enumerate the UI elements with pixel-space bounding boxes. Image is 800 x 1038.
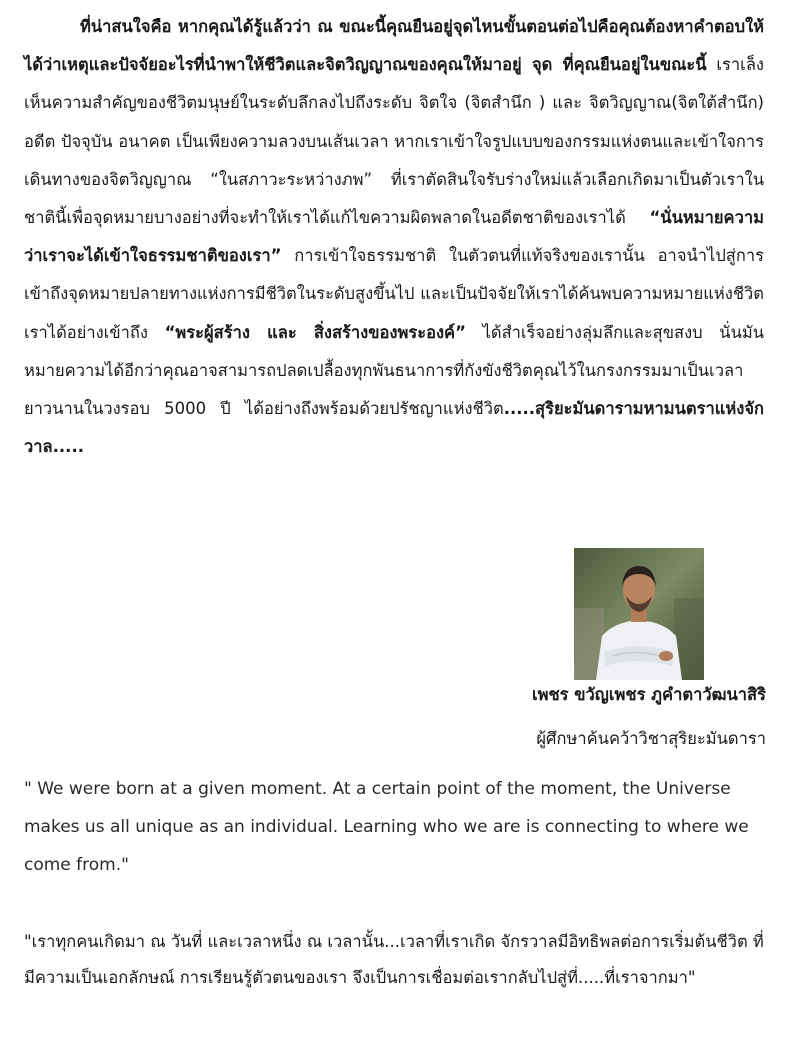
- thai-quote: "เราทุกคนเกิดมา ณ วันที่ และเวลาหนึ่ง ณ เวลานั้น...เวลาที่เราเกิด จักรวาลมีอิทธิพลต่อการเริ่มต้นชีวิต ที่มีความเป็นเอกลักษณ์ การเรียนรู้ตัวตนของเรา จึงเป็นการเชื่อมต่อเรากลับไปสู่ที่.....ที่เราจากมา": [24, 932, 764, 987]
- author-role: ผู้ศึกษาค้นคว้าวิชาสุริยะมันดารา: [536, 729, 766, 748]
- bold-highlight-nature: “นั่นหมายความว่าเราจะได้เข้าใจธรรมชาติของเรา”: [24, 208, 764, 266]
- author-photo-illustration: [574, 548, 704, 680]
- bold-closing-mantra: .....สุริยะมันดารามหามนตราแห่งจักวาล.....: [24, 399, 764, 457]
- body-text: การเข้าใจธรรมชาติ ในตัวตนที่แท้จริงของเรานั้น อาจนำไปสู่การเข้าถึงจุดหมายปลายทางแห่งการมีชีวิตในระดับสูงขึ้นไป และเป็นปัจจัยให้เราได้ค้นพบความหมายแห่งชีวิตเราได้อย่างเข้าถึง: [24, 246, 764, 342]
- article-paragraph: [24, 8, 764, 466]
- english-quote: " We were born at a given moment. At a certain point of the moment, the Universe makes us all unique as an individual. Learning who we are is connecting to where we come from.": [24, 779, 749, 875]
- bold-intro-text: ที่น่าสนใจคือ หากคุณได้รู้แล้วว่า ณ ขณะนี้คุณยืนอยู่จุดไหนขั้นตอนต่อไปคือคุณต้องหาคำตอบให้ได้ว่าเหตุและปัจจัยอะไรที่นำพาให้ชีวิตและจิตวิญญาณของคุณให้มาอยู่ จุด ที่คุณยืนอยู่ในขณะนี้: [24, 17, 764, 75]
- body-text: ได้สำเร็จอย่างลุ่มลึกและสุขสงบ นั่นมันหมายความได้อีกว่าคุณอาจสามารถปลดเปลื้องทุกพันธนาการที่กังขังชีวิตคุณไว้ในกรงกรรมมาเป็นเวลายาวนานในวงรอบ 5000 ปี ได้อย่างถึงพร้อมด้วยปรัชญาแห่งชีวิต: [24, 322, 764, 419]
- author-portrait-photo: [574, 548, 704, 680]
- bold-highlight-creator: “พระผู้สร้าง และ สิ่งสร้างของพระองค์”: [164, 322, 466, 342]
- body-text: เราเล็งเห็นความสำคัญของชีวิตมนุษย์ในระดับลึกลงไปถึงระดับ จิตใจ (จิตสำนึก ) และ จิตวิญญาณ(จิตใต้สำนึก) อดีต ปัจจุบัน อนาคต เป็นเพียงความลวงบนเส้นเวลา หากเราเข้าใจรูปแบบของกรรมแห่งตนและเข้าใจการเดินทางของจิตวิญญาณ “ในสภาวะระหว่างภพ” ที่เราตัดสินใจรับร่างใหม่แล้วเลือกเกิดมาเป็นตัวเราในชาตินี้เพื่อจุดหมายบางอย่างที่จะทำให้เราได้แก้ไขความผิดพลาดในอดีตชาติของเราได้: [24, 55, 764, 228]
- author-name: เพชร ขวัญเพชร ภูคำตาวัฒนาสิริ: [531, 685, 766, 704]
